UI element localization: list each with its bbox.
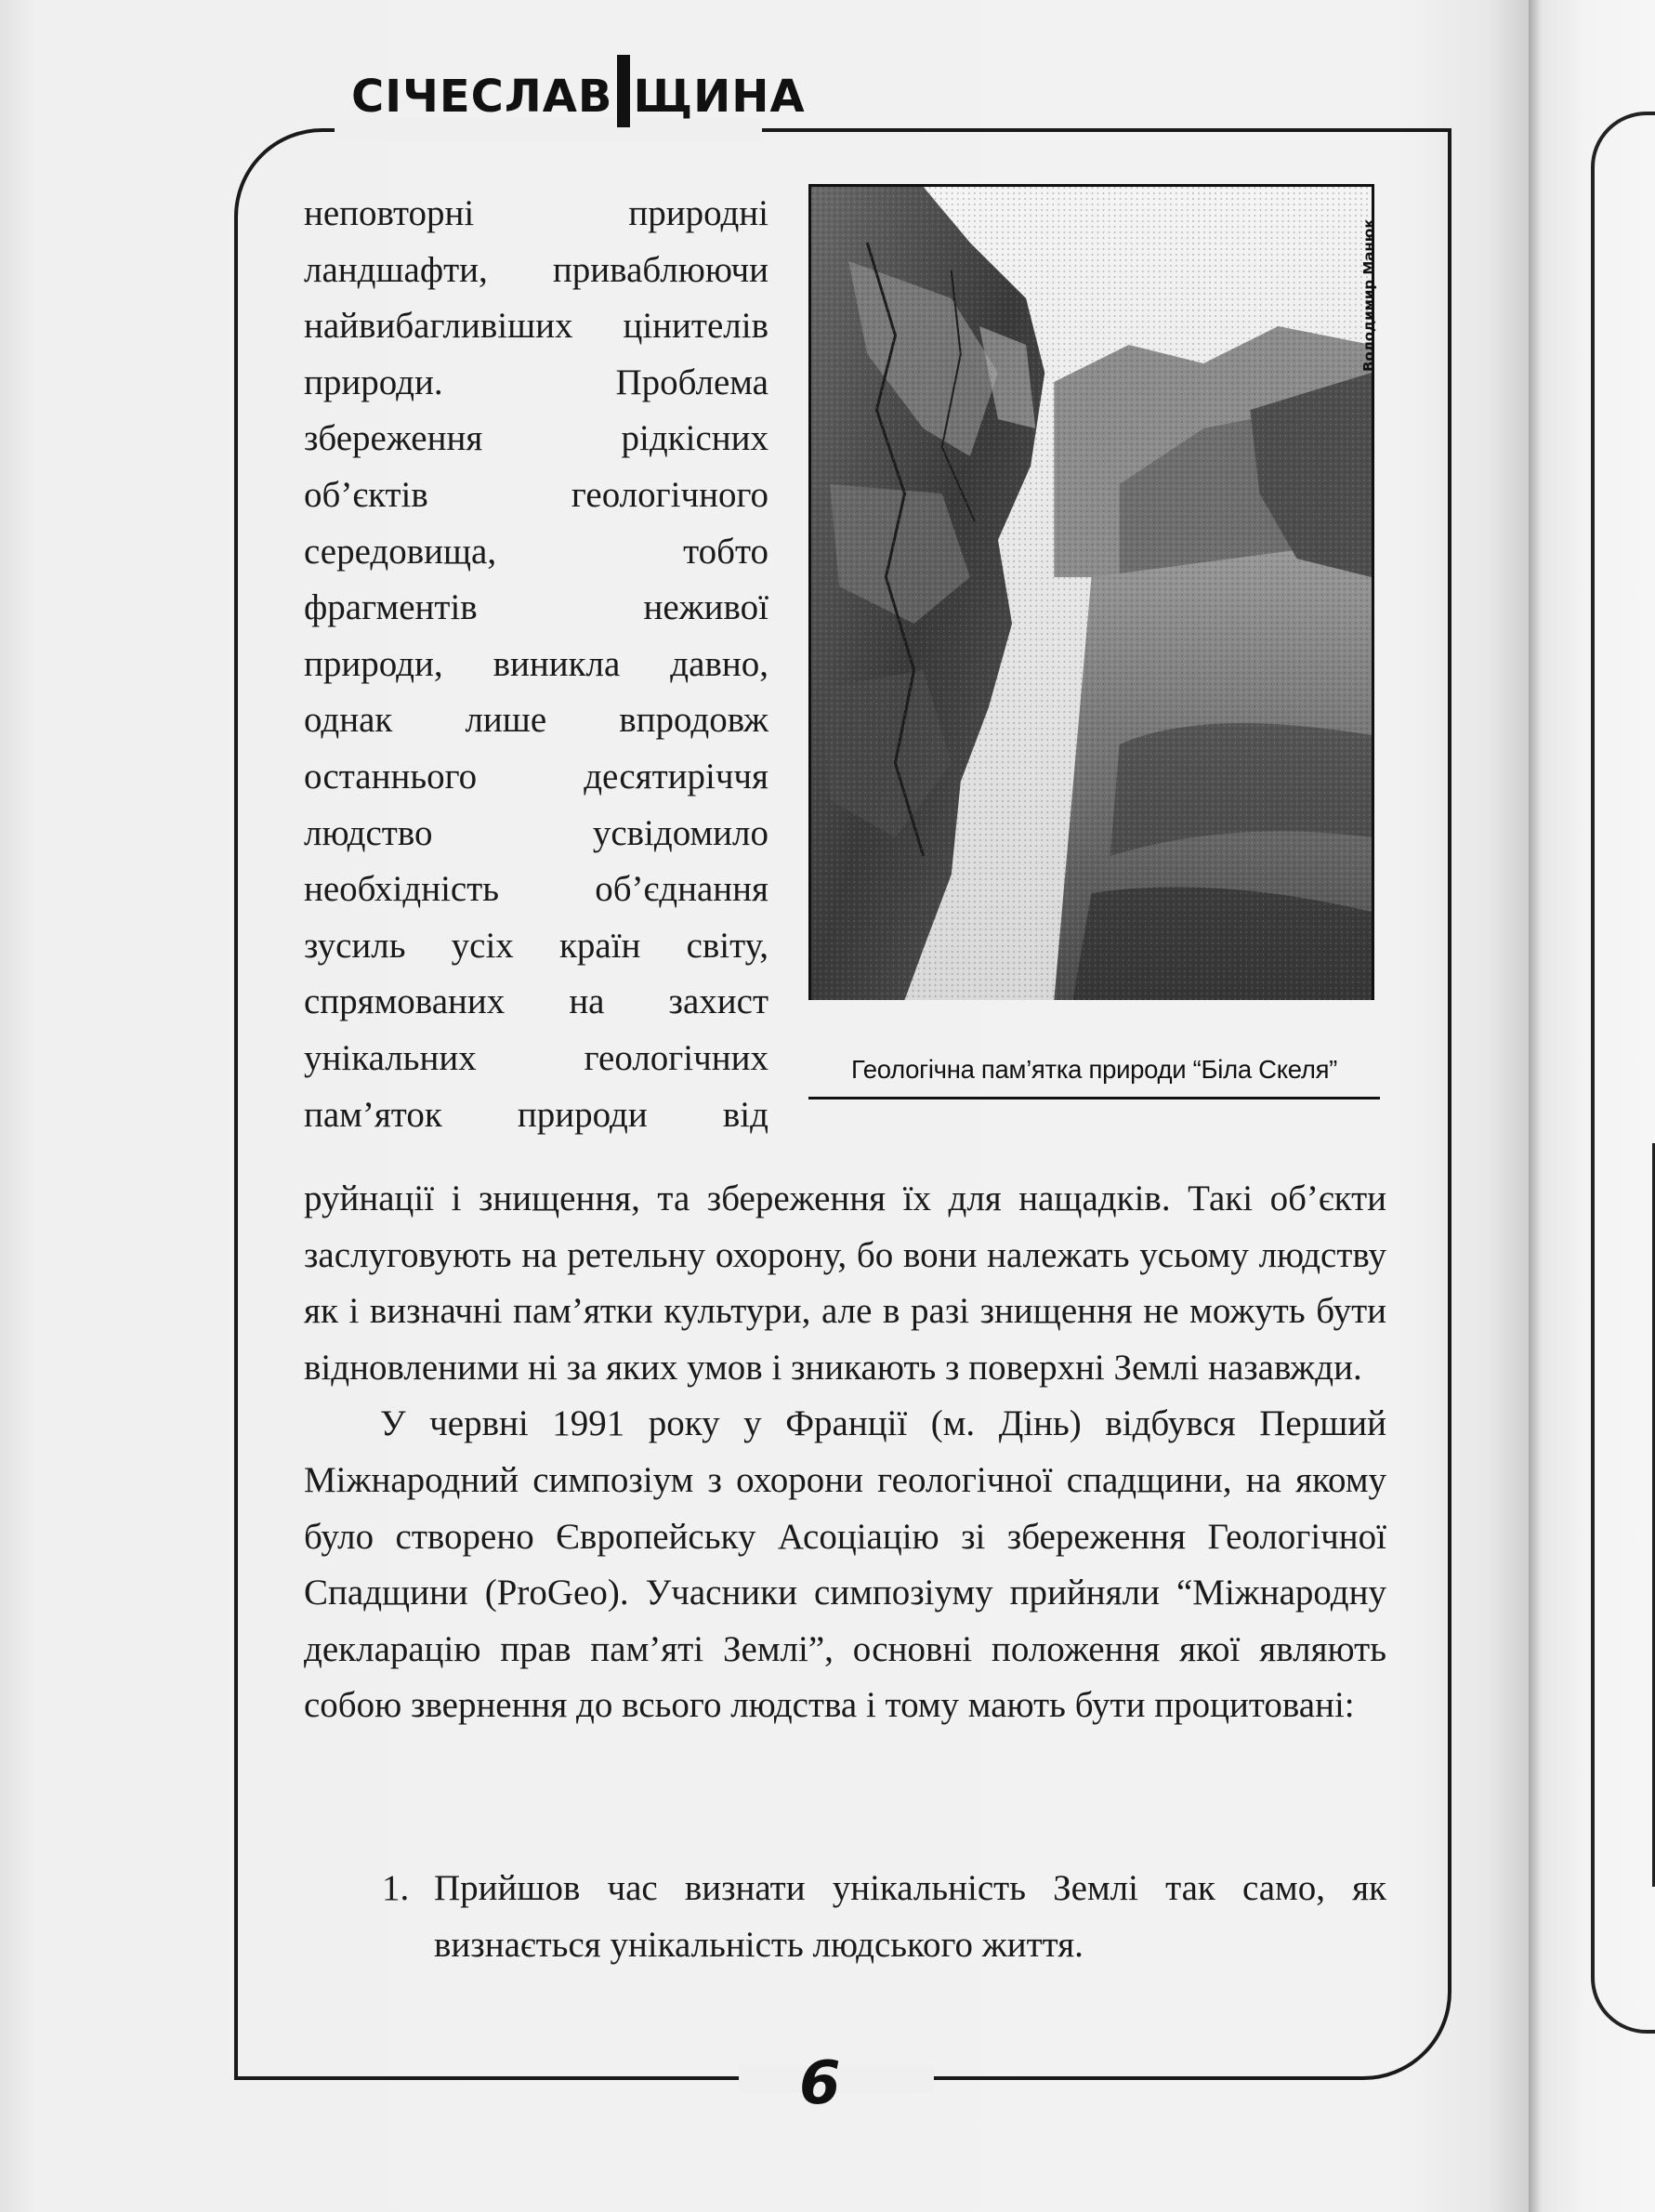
figure-caption: Геологічна пам’ятка природи “Біла Скеля” — [850, 1055, 1338, 1084]
list-item-number: 1. — [382, 1868, 410, 1908]
text-line: природи. Проблема — [304, 362, 768, 402]
text-line: збереження рідкісних — [304, 418, 768, 459]
wide-column-text — [304, 1171, 1386, 1734]
text-line: необхідність об’єднання — [304, 869, 768, 910]
text-line: об’єктів геологічного — [304, 474, 768, 515]
text-line: фрагментів неживої — [304, 587, 768, 628]
list-item-text: Прийшов час визнати унікальність Землі так само, як визнається унікальність людського життя. — [434, 1868, 1386, 1965]
paragraph-1-continued: руйнації і знищення, та збереження їх для нащадків. Такі об’єкти заслуговують на ретельну охорону, бо вони належать усьому людству як і визначні пам’ятки культури, але в разі знищення не можуть бути відновленими ні за яких умов і зникають з поверхні Землі назавжди. — [304, 1178, 1386, 1388]
logo-text-left: СІЧЕСЛАВ — [351, 71, 613, 123]
text-line: неповторні природні — [304, 193, 768, 233]
text-line: людство усвідомило — [304, 812, 768, 853]
rock-cliff-photo-icon — [811, 187, 1372, 1000]
text-line: спрямованих на захист — [304, 981, 768, 1022]
photo-credit — [1359, 181, 1381, 376]
figure — [808, 184, 1380, 1011]
page-number: 6 — [799, 2049, 841, 2118]
caption-rule — [808, 1097, 1380, 1099]
text-line: пам’яток природи від — [304, 1094, 768, 1135]
narrow-column-text — [304, 186, 768, 1143]
adjacent-page-frame — [1591, 112, 1655, 2034]
logo-bar-icon — [617, 55, 630, 127]
text-line: останнього десятиріччя — [304, 756, 768, 797]
photo-credit-text: Володимир Манюк — [1360, 218, 1377, 372]
text-line: однак лише впродовж — [304, 700, 768, 741]
text-line: середовища, тобто — [304, 531, 768, 572]
text-line: природи, виникла давно, — [304, 643, 768, 684]
logo-text-right: ЩИНА — [633, 71, 806, 123]
text-line: зусиль усіх країн світу, — [304, 925, 768, 966]
text-line: унікальних геологічних — [304, 1037, 768, 1078]
paragraph-2: У червні 1991 року у Франції (м. Дінь) відбувся Перший Міжнародний симпозіум з охорони геологічної спадщини, на якому було створено Європейську Асоціацію зі збереження Геологічної Спадщини (ProGeo). Учасники симпозіуму прийняли “Міжнародну декларацію прав пам’яті Землі”, основні положення якої являють собою звернення до всього людства і тому мають бути процитовані: — [304, 1403, 1386, 1726]
text-line: ландшафти, приваблюючи — [304, 249, 768, 290]
rock-cliff-photo — [808, 184, 1374, 1000]
text-line: найвибагливіших цінителів — [304, 306, 768, 347]
magazine-logo — [351, 67, 806, 126]
